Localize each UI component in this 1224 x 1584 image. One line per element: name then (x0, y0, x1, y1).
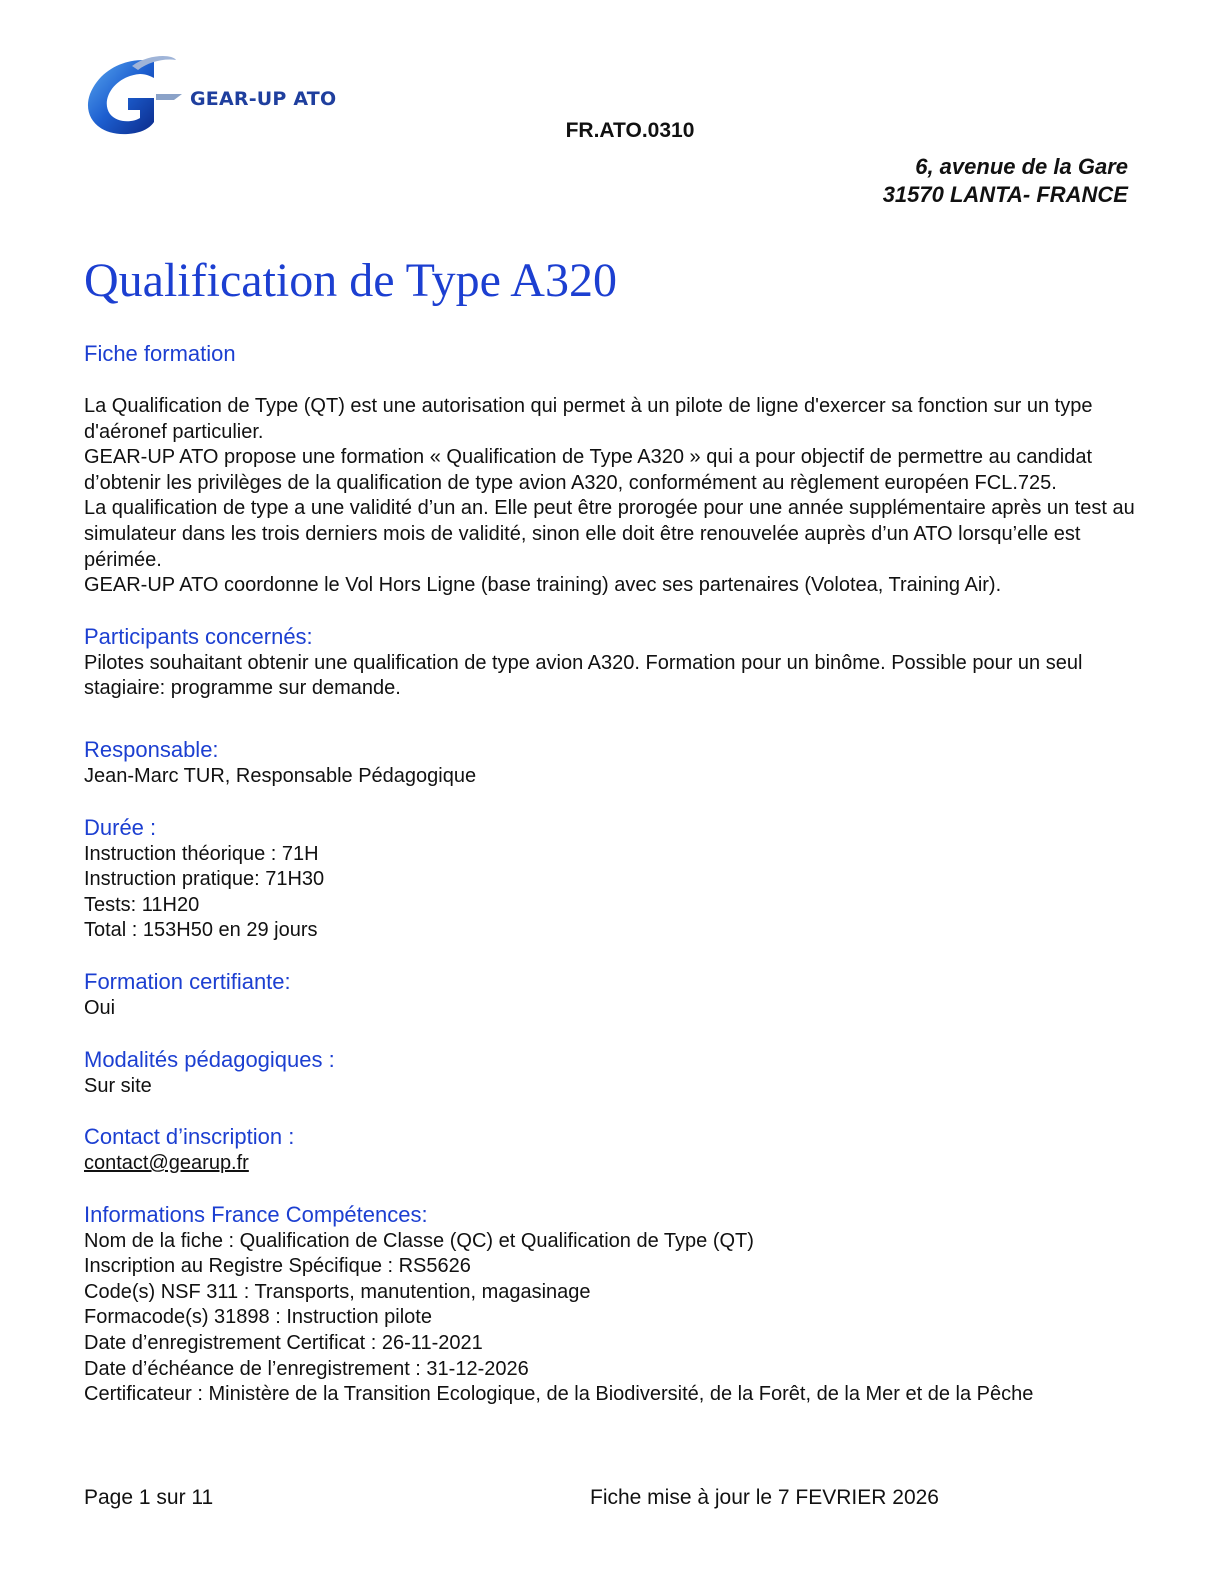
fc-line: Certificateur : Ministère de la Transition Ecologique, de la Biodiversité, de la Forêt, de la Mer et de la Pêche (84, 1383, 1034, 1406)
duree-line: Instruction pratique: 71H30 (84, 868, 325, 891)
france-competences-heading: Informations France Compétences: (84, 1201, 428, 1227)
modalites-section (84, 1046, 1144, 1100)
page-number: Page 1 sur 11 (84, 1486, 214, 1509)
participants-text: Pilotes souhaitant obtenir une qualification de type avion A320. Formation pour un binôme. Possible pour un seul stagiaire: programme sur demande. (84, 651, 1083, 700)
fc-line: Date d’échéance de l’enregistrement : 31-12-2026 (84, 1357, 529, 1380)
fc-line: Inscription au Registre Spécifique : RS5626 (84, 1255, 471, 1278)
duree-line: Tests: 11H20 (84, 893, 200, 916)
intro-paragraph: GEAR-UP ATO propose une formation « Qualification de Type A320 » qui a pour objectif de permettre au candidat d’obtenir les privilèges de la qualification de type avion A320, conformément au règlement européen FCL.725. (84, 446, 1093, 494)
company-logo (84, 54, 344, 138)
address-line-2: 31570 LANTA- FRANCE (882, 182, 1128, 207)
certifiante-heading: Formation certifiante: (84, 968, 291, 994)
responsable-text: Jean-Marc TUR, Responsable Pédagogique (84, 764, 477, 787)
fc-line: Date d’enregistrement Certificat : 26-11-2021 (84, 1332, 483, 1355)
france-competences-section (84, 1201, 1144, 1408)
duree-heading: Durée : (84, 814, 157, 840)
intro-paragraph: La Qualification de Type (QT) est une autorisation qui permet à un pilote de ligne d'exercer sa fonction sur un type d'aéronef particulier. (84, 395, 1093, 443)
contact-email-link[interactable]: contact@gearup.fr (84, 1152, 249, 1175)
modalites-text: Sur site (84, 1074, 152, 1097)
participants-heading: Participants concernés: (84, 623, 313, 649)
modalites-heading: Modalités pédagogiques : (84, 1046, 335, 1072)
logo-wordmark: GEAR-UP ATO (190, 88, 337, 110)
intro-paragraph: La qualification de type a une validité d’un an. Elle peut être prorogée pour une année supplémentaire après un test au simulateur dans les trois derniers mois de validité, sinon elle doit être renouvelée auprès d’un ATO lorsqu’elle est périmée. (84, 497, 1135, 571)
update-date: Fiche mise à jour le 7 FEVRIER 2026 (590, 1486, 939, 1509)
fc-line: Nom de la fiche : Qualification de Classe (QC) et Qualification de Type (QT) (84, 1229, 754, 1252)
ato-code: FR.ATO.0310 (565, 119, 695, 142)
contact-heading: Contact d’inscription : (84, 1124, 295, 1150)
document-body (84, 340, 1144, 1408)
intro-paragraph: GEAR-UP ATO coordonne le Vol Hors Ligne (base training) avec ses partenaires (Volotea, Training Air). (84, 574, 1002, 597)
contact-section (84, 1123, 1144, 1177)
participants-section (84, 623, 1144, 702)
gear-up-logo-icon (84, 54, 184, 138)
certifiante-section (84, 968, 1144, 1022)
fc-line: Code(s) NSF 311 : Transports, manutention, magasinage (84, 1280, 591, 1303)
address-line-1: 6, avenue de la Gare (915, 154, 1128, 179)
responsable-section (84, 736, 1144, 790)
fiche-label: Fiche formation (84, 341, 236, 366)
responsable-heading: Responsable: (84, 736, 219, 762)
certifiante-text: Oui (84, 996, 116, 1019)
intro-section (84, 394, 1144, 599)
fc-line: Formacode(s) 31898 : Instruction pilote (84, 1306, 432, 1329)
duree-line: Total : 153H50 en 29 jours (84, 919, 318, 942)
duree-line: Instruction théorique : 71H (84, 842, 319, 865)
duree-section (84, 814, 1144, 944)
page-title: Qualification de Type A320 (84, 254, 617, 307)
address-block (883, 153, 1128, 209)
